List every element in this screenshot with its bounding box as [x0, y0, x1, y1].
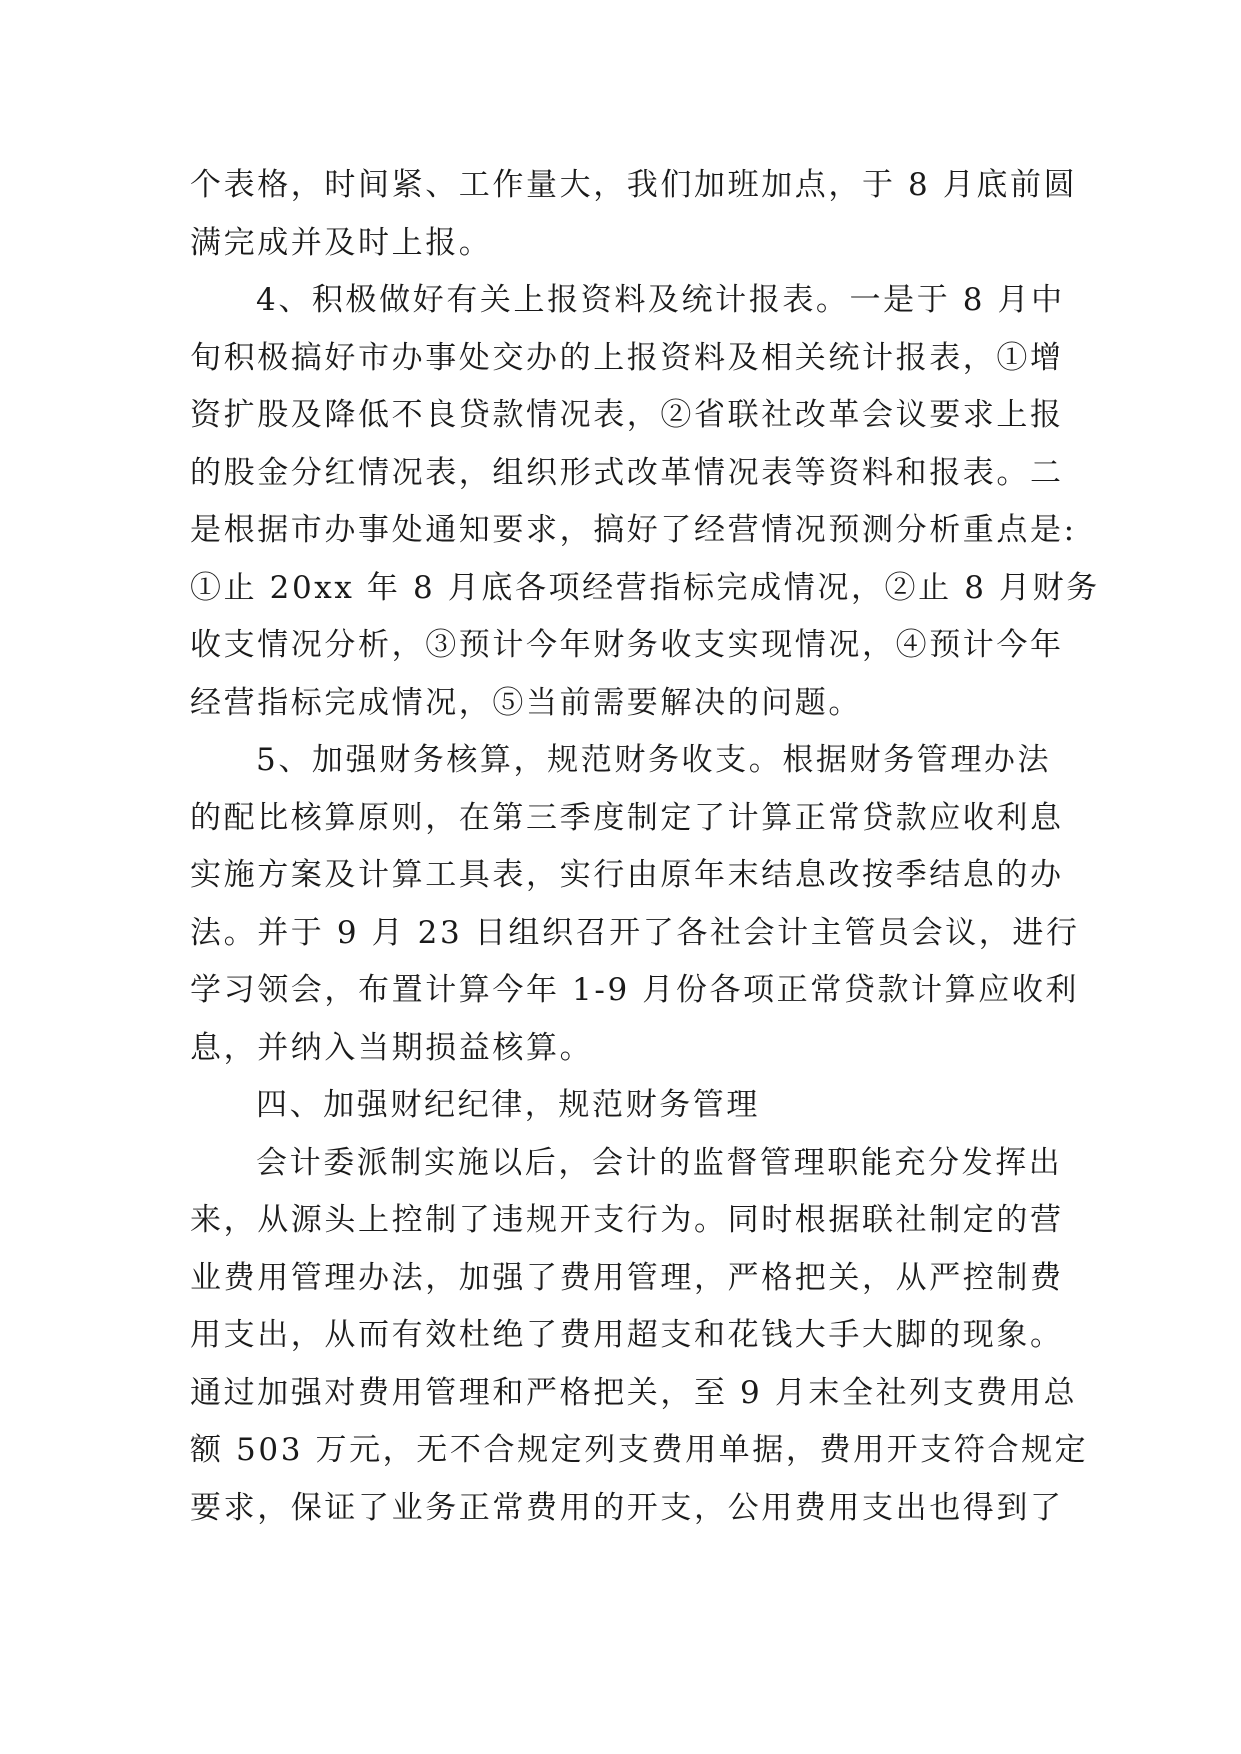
text-line: 学习领会，布置计算今年 1-9 月份各项正常贷款计算应收利 [190, 972, 1080, 1008]
text-line: 息，并纳入当期损益核算。 [190, 1029, 594, 1066]
text-line: 个表格，时间紧、工作量大，我们加班加点，于 8 月底前圆 [190, 167, 1078, 203]
text-line: ①止 20xx 年 8 月底各项经营指标完成情况，②止 8 月财务 [190, 569, 1100, 606]
text-line: 业费用管理办法，加强了费用管理，严格把关，从严控制费 [190, 1259, 1064, 1296]
text-line: 通过加强对费用管理和严格把关，至 9 月末全社列支费用总 [190, 1374, 1078, 1411]
text-line: 的股金分红情况表，组织形式改革情况表等资料和报表。二 [190, 454, 1064, 491]
text-line: 是根据市办事处通知要求，搞好了经营情况预测分析重点是: [190, 512, 1077, 548]
text-line: 实施方案及计算工具表，实行由原年末结息改按季结息的办 [190, 857, 1064, 893]
text-line: 旬积极搞好市办事处交办的上报资料及相关统计报表，①增 [190, 339, 1064, 376]
paragraph-start-line: 5、加强财务核算，规范财务收支。根据财务管理办法 [256, 742, 1052, 778]
paragraph-start-line: 4、积极做好有关上报资料及统计报表。一是于 8 月中 [256, 282, 1065, 318]
paragraph-start-line: 会计委派制实施以后，会计的监督管理职能充分发挥出 [256, 1144, 1063, 1181]
text-line: 用支出，从而有效杜绝了费用超支和花钱大手大脚的现象。 [190, 1317, 1064, 1353]
text-line: 来，从源头上控制了违规开支行为。同时根据联社制定的营 [190, 1202, 1064, 1238]
body-text [190, 157, 1100, 1537]
text-line: 资扩股及降低不良贷款情况表，②省联社改革会议要求上报 [190, 397, 1064, 433]
text-line: 额 503 万元，无不合规定列支费用单据，费用开支符合规定 [190, 1432, 1089, 1468]
text-line: 法。并于 9 月 23 日组织召开了各社会计主管员会议，进行 [190, 914, 1080, 951]
text-line: 满完成并及时上报。 [190, 224, 493, 261]
text-line: 的配比核算原则，在第三季度制定了计算正常贷款应收利息 [190, 799, 1064, 836]
text-line: 要求，保证了业务正常费用的开支，公用费用支出也得到了 [190, 1489, 1064, 1526]
text-line: 经营指标完成情况，⑤当前需要解决的问题。 [190, 684, 862, 721]
section-heading: 四、加强财纪纪律，规范财务管理 [256, 1087, 760, 1123]
text-line: 收支情况分析，③预计今年财务收支实现情况，④预计今年 [190, 627, 1064, 663]
